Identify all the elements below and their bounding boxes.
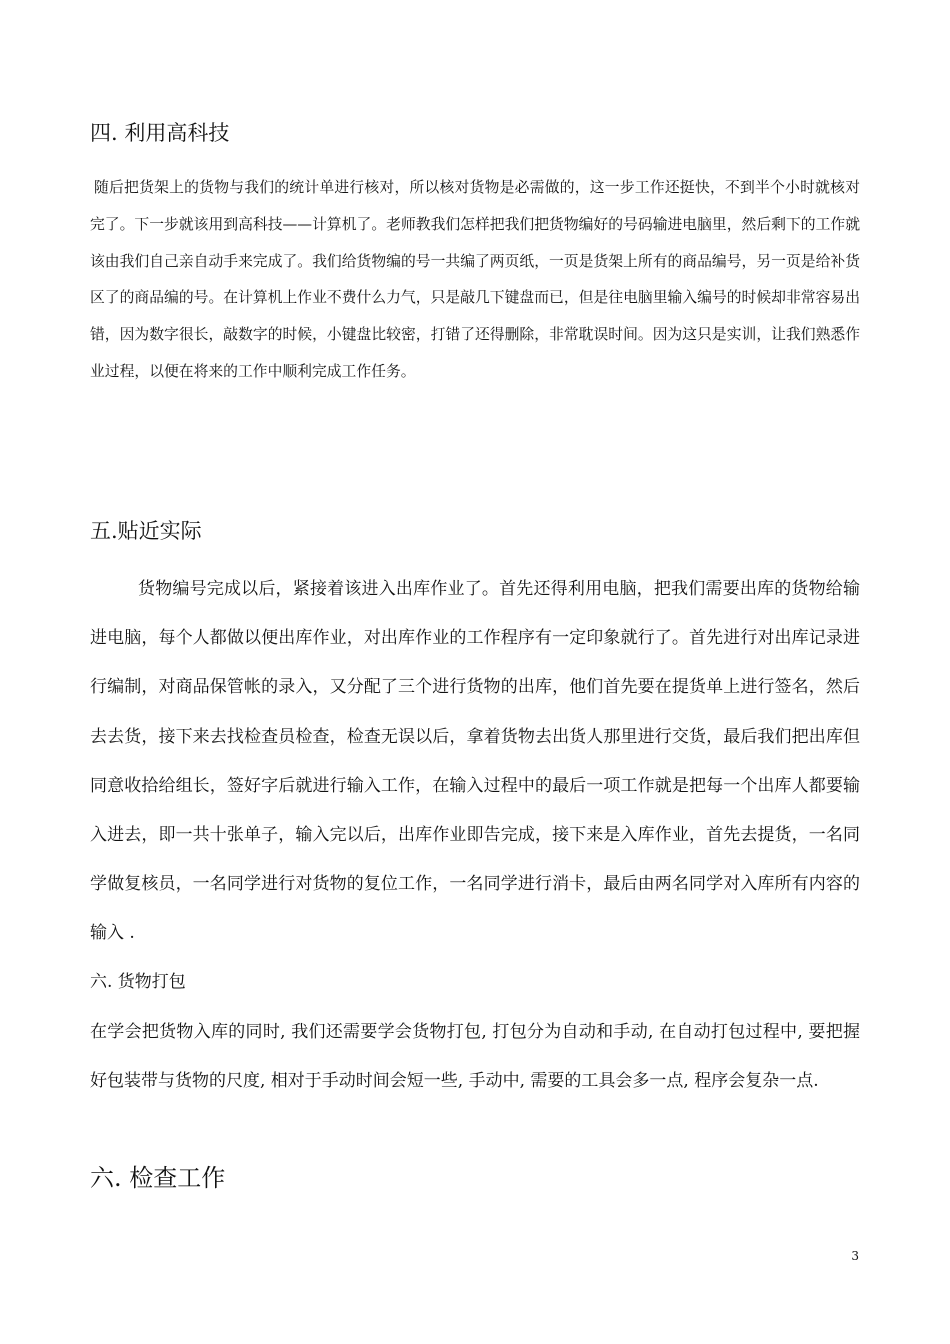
section-heading-packaging: 六. 货物打包 [90, 972, 186, 992]
section-heading-practical: 五.贴近实际 [90, 519, 202, 543]
section-body-practical: 货物编号完成以后，紧接着该进入出库作业了。首先还得利用电脑，把我们需要出库的货物给输进电脑，每个人都做以便出库作业，对出库作业的工作程序有一定印象就行了。首先进行对出库记录进行编制，对商品保管帐的录入，又分配了三个进行货物的出库，他们首先要在提货单上进行签名，然后去去货，接下来去找检查员检查，检查无误以后，拿着货物去出货人那里进行交货，最后我们把出库但同意收拾给组长，签好字后就进行输入工作，在输入过程中的最后一项工作就是把每一个出库人都要输入进去，即一共十张单子，输入完以后，出库作业即告完成，接下来是入库作业，首先去提货，一名同学做复核员，一名同学进行对货物的复位工作，一名同学进行消卡，最后由两名同学对入库所有内容的输入 . [90, 579, 860, 944]
section-heading-inspection: 六. 检查工作 [90, 1164, 226, 1192]
section-body-high-tech: 随后把货架上的货物与我们的统计单进行核对，所以核对货物是必需做的，这一步工作还挺快，不到半个小时就核对完了。下一步就该用到高科技——计算机了。老师教我们怎样把我们把货物编好的号码输进电脑里，然后剩下的工作就该由我们自己亲自动手来完成了。我们给货物编的号一共编了两页纸，一页是货架上所有的商品编号，另一页是给补货区了的商品编的号。在计算机上作业不费什么力气，只是敲几下键盘而已，但是往电脑里输入编号的时候却非常容易出错，因为数字很长，敲数字的时候，小键盘比较密，打错了还得删除，非常耽误时间。因为这只是实训，让我们熟悉作业过程，以便在将来的工作中顺利完成工作任务。 [90, 179, 860, 380]
section-heading-high-tech: 四. 利用高科技 [90, 121, 230, 145]
section-body-packaging: 在学会把货物入库的同时, 我们还需要学会货物打包, 打包分为自动和手动, 在自动打包过程中, 要把握好包装带与货物的尺度, 相对于手动时间会短一些, 手动中, 需要的工具会多一点, 程序会复杂一点. [90, 1022, 860, 1091]
page-number: 3 [851, 1249, 859, 1263]
